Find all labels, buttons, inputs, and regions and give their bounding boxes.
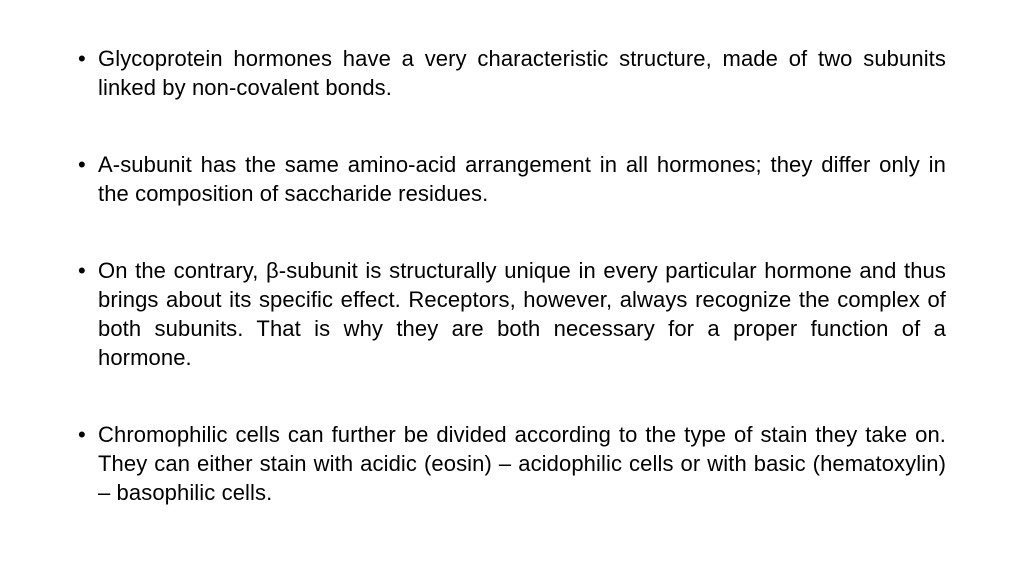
bullet-dot-icon: • bbox=[78, 152, 86, 177]
bullet-item-glycoprotein bbox=[78, 44, 946, 102]
bullet-text: Glycoprotein hormones have a very characteristic structure, made of two subunits linked by non-covalent bonds. bbox=[98, 46, 946, 100]
bullet-text: Chromophilic cells can further be divided according to the type of stain they take on. They can either stain with acidic (eosin) – acidophilic cells or with basic (hematoxylin) – basophilic cells. bbox=[98, 422, 946, 505]
bullet-item-a-subunit bbox=[78, 150, 946, 208]
bullet-dot-icon: • bbox=[78, 46, 86, 71]
bullet-text: On the contrary, β-subunit is structurally unique in every particular hormone and thus brings about its specific effect. Receptors, however, always recognize the complex of both subunits. That is why they are both necessary for a proper function of a hormone. bbox=[98, 258, 946, 370]
bullet-list bbox=[78, 44, 946, 507]
bullet-dot-icon: • bbox=[78, 422, 86, 447]
bullet-item-chromophilic-cells bbox=[78, 420, 946, 507]
bullet-text: A-subunit has the same amino-acid arrangement in all hormones; they differ only in the composition of saccharide residues. bbox=[98, 152, 946, 206]
bullet-dot-icon: • bbox=[78, 258, 86, 283]
bullet-item-beta-subunit bbox=[78, 256, 946, 372]
